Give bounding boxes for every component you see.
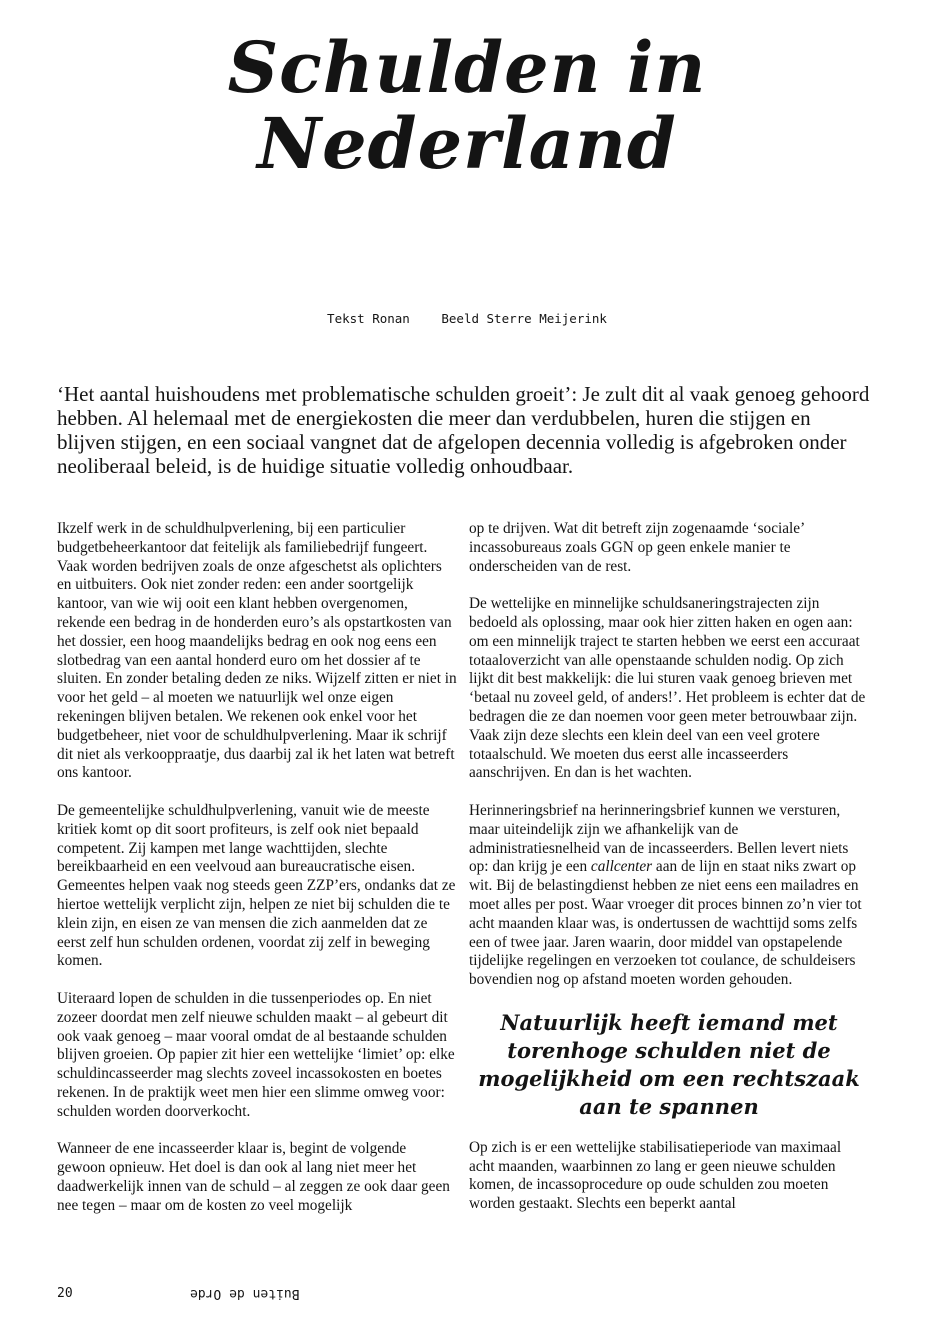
body-paragraph: op te drijven. Wat dit betreft zijn zogenaamde ‘sociale’ incassobureaus zoals GGN op geen enkele manier te onderscheiden van de rest. [469,520,805,575]
body-paragraph: Wanneer de ene incasseerder klaar is, begint de volgende gewoon opnieuw. Het doel is dan ook al lang niet meer het daadwerkelijk innen van de schuld – al zeggen ze ook daar geen nee tegen – maar om de kosten zo veel mogelijk [57,1140,450,1214]
page-number: 20 [57,1286,73,1301]
credit-text: Tekst Ronan [327,311,410,326]
article-title-line-1: Schulden in [227,26,707,109]
lead-paragraph: ‘Het aantal huishoudens met problematische schulden groeit’: Je zult dit al vaak genoeg gehoord hebben. Al helemaal met de energiekosten die meer dan verdubbelen, huren die stijgen en blijven stijgen, en een sociaal vangnet dat de afgelopen decennia volledig is afgebroken onder neoliberaal beleid, is de huidige situatie volledig onhoudbaar. [57,382,870,478]
right-column [469,520,869,1214]
body-text: Herinneringsbrief na herinneringsbrief kunnen we versturen, maar uiteindelijk zijn we afhankelijk van de administratiesnelheid van de incasseerders. Bellen levert niets op: dan krijg je een [469,801,849,876]
article-title-line-2: Nederland [257,102,677,185]
italic-term: callcenter [590,858,653,876]
page-footer [57,1286,300,1301]
article-credits [0,311,934,326]
pull-quote: Natuurlijk heeft iemand met torenhoge schulden niet de mogelijkheid om een rechtszaak aan te spannen [478,1009,860,1119]
body-paragraph: Op zich is er een wettelijke stabilisatieperiode van maximaal acht maanden, waarbinnen zo lang er geen nieuwe schulden komen, de incassoprocedure op oude schulden zou moeten worden gestaakt. Slechts een beperkt aantal [469,1138,842,1213]
body-paragraph: De gemeentelijke schuldhulpverlening, vanuit wie de meeste kritiek komt op dit soort profiteurs, is zelf ook niet bepaald competent. Zij kampen met lange wachttijden, slechte bereikbaarheid en een veelvoud aan bureaucratische eisen. Gemeentes helpen vaak nog steeds geen ZZP’ers, ondanks dat ze hiertoe wettelijk verplicht zijn, helpen ze niet bij schulden die te klein zijn, en eisen ze van mensen die zich aanmelden dat ze eerst zelf hun schulden ordenen, voordat zij zelf in beweging komen. [57,801,456,970]
body-paragraph: Ikzelf werk in de schuldhulpverlening, bij een particulier budgetbeheerkantoor dat feitelijk als familiebedrijf fungeert. Vaak worden bedrijven zoals de onze afgeschetst als oplichters en uitbuiters. Ook niet zonder reden: een ander soortgelijk kantoor, van wie wij ooit een klant hebben overgenomen, rekende een bedrag in de honderden euro’s als opstartkosten van het dossier, een hoog maandelijks bedrag en ook nog eens een slotbedrag van een aantal honderd euro om het dossier af te sluiten. En zonder betaling deden ze niks. Wijzelf zitten er niet in voor het geld – al moeten we natuurlijk wel onze eigen rekeningen blijven betalen. We rekenen ook enkel voor het budgetbeheer, niet voor de schuldhulpverlening. Maar ik schrijf dit niet als verkooppraatje, dus daarbij zal ik het laten wat betreft ons kantoor. [57,520,457,782]
body-text: aan de lijn en staat niks zwart op wit. Bij de belastingdienst hebben ze niet eens een mailadres en moet alles per post. Waar vroeger dit proces binnen zo’n vier tot acht maanden klaar was, is ondertussen de wachttijd soms zelfs een of twee jaar. Jaren waarin, door middel van opstapelende tijdelijke regelingen en verzoeken tot coulance, de schuldeisers bovendien nog op afstand moeten worden gehouden. [469,858,862,989]
body-paragraph: De wettelijke en minnelijke schuldsaneringstrajecten zijn bedoeld als oplossing, maar ook hier zitten haken en ogen aan: om een minnelijk traject te starten hebben we eerst een accuraat totaaloverzicht van alle openstaande schulden nodig. Op zich lijkt dit best makkelijk: die lui sturen vaak genoeg brieven met ‘betaal nu zoveel geld, of anders!’. Het probleem is echter dat de bedragen die ze dan noemen voor geen meter betrouwbaar zijn. Vaak zijn deze slechts een klein deel van een veel grotere totaalschuld. We moeten dus eerst alle incasseerders aanschrijven. En dan is het wachten. [469,595,866,782]
article-title [0,26,934,185]
publication-name: Buiten de Orde [190,1286,301,1301]
left-column [57,520,457,1215]
body-paragraph [469,802,869,990]
body-paragraph: Uiteraard lopen de schulden in die tussenperiodes op. En niet zozeer doordat men zelf nieuwe schulden maakt – al gebeurt dit ook vaak genoeg – maar vooral omdat de al bestaande schulden blijven groeien. Op papier zit hier een wettelijke ‘limiet’ op: elke schuldincasseerder mag slechts zoveel incassokosten en boetes rekenen. In de praktijk weet men hier een slimme omweg voor: schulden worden doorverkocht. [57,989,455,1120]
credit-image: Beeld Sterre Meijerink [441,311,607,326]
